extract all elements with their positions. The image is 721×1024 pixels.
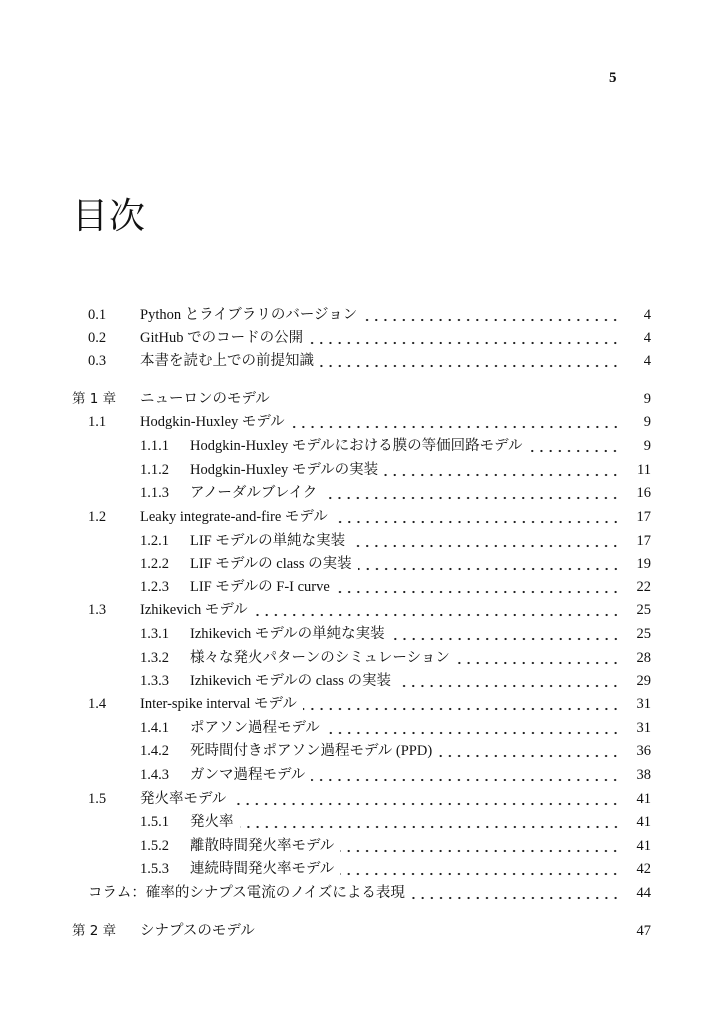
toc-entry[interactable] bbox=[0, 411, 721, 433]
toc-entry[interactable] bbox=[0, 740, 721, 762]
toc-entry[interactable] bbox=[0, 623, 721, 645]
dot-leader bbox=[232, 788, 621, 810]
entry-number: 1.1 bbox=[88, 414, 107, 430]
entry-page-number: 38 bbox=[636, 767, 651, 783]
entry-title: ニューロンのモデル bbox=[140, 391, 270, 407]
entry-number: 第 1 章 bbox=[72, 391, 117, 407]
entry-page-number: 31 bbox=[636, 720, 651, 736]
entry-number: 1.3.3 bbox=[140, 673, 169, 689]
entry-title: Python とライブラリのバージョン bbox=[140, 307, 358, 323]
entry-number: 1.1.2 bbox=[140, 462, 169, 478]
entry-title: 本書を読む上での前提知識 bbox=[140, 353, 314, 369]
dot-leader bbox=[320, 350, 621, 372]
entry-page-number: 17 bbox=[636, 533, 651, 549]
toc-entry[interactable] bbox=[0, 327, 721, 349]
toc-entry[interactable] bbox=[0, 835, 721, 857]
entry-title: LIF モデルの F-I curve bbox=[190, 579, 330, 595]
entry-number: 1.5.3 bbox=[140, 861, 169, 877]
entry-page-number: 22 bbox=[636, 579, 651, 595]
entry-number: 0.1 bbox=[88, 307, 107, 323]
toc-entry[interactable] bbox=[0, 858, 721, 880]
dot-leader bbox=[326, 717, 621, 739]
toc-chapter-entry[interactable] bbox=[0, 388, 721, 410]
dot-leader bbox=[336, 576, 621, 598]
entry-page-number: 25 bbox=[636, 602, 651, 618]
entry-number: 1.5 bbox=[88, 791, 107, 807]
entry-number: 0.2 bbox=[88, 330, 107, 346]
entry-page-number: 4 bbox=[643, 353, 651, 369]
entry-title: 死時間付きポアソン過程モデル (PPD) bbox=[190, 743, 433, 759]
entry-title: Hodgkin-Huxley モデルにおける膜の等価回路モデル bbox=[190, 438, 523, 454]
dot-leader bbox=[334, 506, 621, 528]
toc-chapter-entry[interactable] bbox=[0, 920, 721, 942]
page-number: 5 bbox=[609, 70, 617, 86]
dot-leader bbox=[391, 623, 621, 645]
entry-page-number: 4 bbox=[643, 330, 651, 346]
entry-page-number: 47 bbox=[636, 923, 651, 939]
entry-page-number: 29 bbox=[636, 673, 651, 689]
entry-title: アノーダルブレイク bbox=[190, 485, 318, 501]
entry-number: 1.4.1 bbox=[140, 720, 169, 736]
entry-title: コラム：確率的シナプス電流のノイズによる表現 bbox=[88, 885, 405, 901]
dot-leader bbox=[456, 647, 621, 669]
entry-number: 1.2.3 bbox=[140, 579, 169, 595]
dot-leader bbox=[397, 670, 621, 692]
entry-number: 1.2.2 bbox=[140, 556, 169, 572]
entry-number: 1.2.1 bbox=[140, 533, 169, 549]
entry-title: Leaky integrate-and-fire モデル bbox=[140, 509, 328, 525]
toc-entry[interactable] bbox=[0, 553, 721, 575]
entry-title: 発火率 bbox=[190, 814, 234, 830]
dot-leader bbox=[340, 835, 621, 857]
entry-page-number: 11 bbox=[637, 462, 651, 478]
entry-page-number: 44 bbox=[636, 885, 651, 901]
entry-number: 1.3 bbox=[88, 602, 107, 618]
toc-entry[interactable] bbox=[0, 350, 721, 372]
dot-leader bbox=[411, 882, 621, 904]
entry-number: 1.1.1 bbox=[140, 438, 169, 454]
toc-entry[interactable] bbox=[0, 670, 721, 692]
entry-number: 第 2 章 bbox=[72, 923, 117, 939]
entry-page-number: 41 bbox=[636, 814, 651, 830]
dot-leader bbox=[384, 459, 621, 481]
entry-page-number: 41 bbox=[636, 838, 651, 854]
dot-leader bbox=[363, 304, 621, 326]
entry-number: 1.2 bbox=[88, 509, 107, 525]
entry-number: 1.1.3 bbox=[140, 485, 169, 501]
entry-page-number: 19 bbox=[636, 556, 651, 572]
entry-title: 発火率モデル bbox=[140, 791, 227, 807]
entry-title: LIF モデルの単純な実装 bbox=[190, 533, 346, 549]
toc-entry[interactable] bbox=[0, 599, 721, 621]
entry-number: 1.3.2 bbox=[140, 650, 169, 666]
entry-page-number: 25 bbox=[636, 626, 651, 642]
entry-title: Hodgkin-Huxley モデルの実装 bbox=[190, 462, 379, 478]
entry-number: 0.3 bbox=[88, 353, 107, 369]
dot-leader bbox=[323, 482, 621, 504]
entry-number: 1.5.2 bbox=[140, 838, 169, 854]
dot-leader bbox=[261, 920, 621, 942]
dot-leader bbox=[240, 811, 622, 833]
dot-leader bbox=[340, 858, 621, 880]
entry-number: 1.5.1 bbox=[140, 814, 169, 830]
toc-entry[interactable] bbox=[0, 693, 721, 715]
toc-entry[interactable] bbox=[0, 811, 721, 833]
toc-entry[interactable] bbox=[0, 647, 721, 669]
dot-leader bbox=[291, 411, 621, 433]
toc-entry[interactable] bbox=[0, 717, 721, 739]
entry-title: Izhikevich モデル bbox=[140, 602, 248, 618]
entry-number: 1.3.1 bbox=[140, 626, 169, 642]
entry-page-number: 9 bbox=[643, 438, 651, 454]
entry-title: ガンマ過程モデル bbox=[190, 767, 306, 783]
toc-entry[interactable] bbox=[0, 882, 721, 904]
entry-title: シナプスのモデル bbox=[140, 923, 255, 939]
toc-entry[interactable] bbox=[0, 530, 721, 552]
toc-entry[interactable] bbox=[0, 435, 721, 457]
toc-entry[interactable] bbox=[0, 304, 721, 326]
dot-leader bbox=[311, 764, 621, 786]
entry-page-number: 28 bbox=[636, 650, 651, 666]
entry-title: GitHub でのコードの公開 bbox=[140, 330, 304, 346]
toc-entry[interactable] bbox=[0, 506, 721, 528]
toc-entry[interactable] bbox=[0, 482, 721, 504]
toc-entry[interactable] bbox=[0, 764, 721, 786]
dot-leader bbox=[254, 599, 621, 621]
entry-page-number: 17 bbox=[636, 509, 651, 525]
entry-page-number: 16 bbox=[636, 485, 651, 501]
entry-title: Inter-spike interval モデル bbox=[140, 696, 297, 712]
toc-entry[interactable] bbox=[0, 459, 721, 481]
entry-number: 1.4 bbox=[88, 696, 107, 712]
dot-leader bbox=[303, 693, 621, 715]
dot-leader bbox=[438, 740, 621, 762]
dot-leader bbox=[528, 435, 621, 457]
dot-leader bbox=[309, 327, 621, 349]
entry-number: 1.4.3 bbox=[140, 767, 169, 783]
entry-page-number: 31 bbox=[636, 696, 651, 712]
entry-page-number: 4 bbox=[643, 307, 651, 323]
entry-title: ポアソン過程モデル bbox=[190, 720, 320, 736]
entry-page-number: 41 bbox=[636, 791, 651, 807]
entry-page-number: 9 bbox=[643, 414, 651, 430]
entry-page-number: 42 bbox=[636, 861, 651, 877]
entry-title: Izhikevich モデルの単純な実装 bbox=[190, 626, 385, 642]
entry-title: LIF モデルの class の実装 bbox=[190, 556, 352, 572]
dot-leader bbox=[351, 530, 621, 552]
entry-title: 連続時間発火率モデル bbox=[190, 861, 335, 877]
entry-title: 離散時間発火率モデル bbox=[190, 838, 335, 854]
dot-leader bbox=[358, 553, 621, 575]
entry-title: Izhikevich モデルの class の実装 bbox=[190, 673, 392, 689]
entry-title: 様々な発火パターンのシミュレーション bbox=[190, 650, 450, 666]
entry-page-number: 36 bbox=[636, 743, 651, 759]
dot-leader bbox=[276, 388, 621, 410]
toc-entry[interactable] bbox=[0, 788, 721, 810]
entry-title: Hodgkin-Huxley モデル bbox=[140, 414, 285, 430]
toc-entry[interactable] bbox=[0, 576, 721, 598]
entry-number: 1.4.2 bbox=[140, 743, 169, 759]
toc-title: 目次 bbox=[72, 196, 147, 237]
entry-page-number: 9 bbox=[643, 391, 651, 407]
